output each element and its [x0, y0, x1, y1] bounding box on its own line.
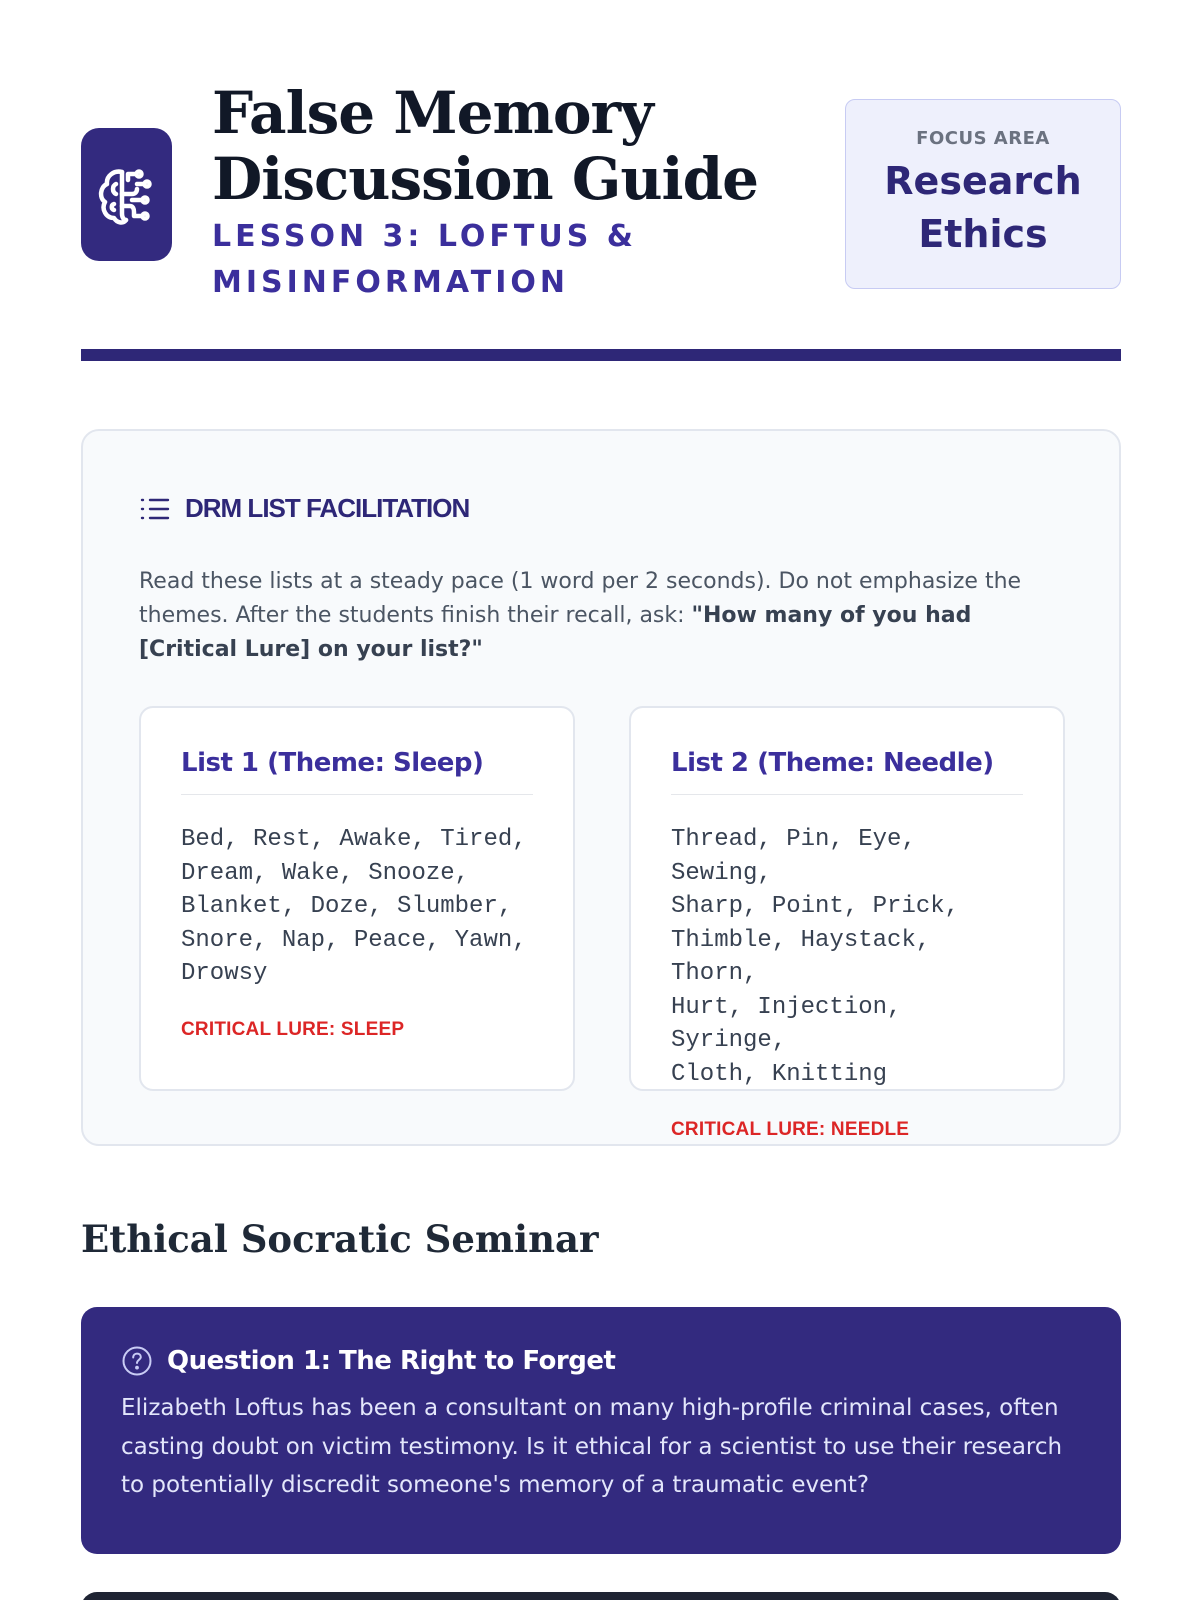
list-icon: [139, 495, 171, 523]
brain-icon: [81, 128, 172, 261]
next-question-card: [81, 1592, 1121, 1600]
drm-instructions: [139, 565, 1059, 667]
seminar-heading: Ethical Socratic Seminar: [81, 1217, 599, 1261]
page-title: False Memory Discussion Guide: [212, 79, 759, 213]
header-divider: [81, 349, 1121, 361]
drm-panel-title: DRM LIST FACILITATION: [185, 493, 470, 523]
focus-area-badge: [845, 99, 1121, 289]
list-card-needle: [629, 706, 1065, 1140]
question-card: [81, 1307, 1121, 1554]
question-title: Question 1: The Right to Forget: [167, 1346, 616, 1376]
focus-area-value: Research Ethics: [884, 159, 1082, 256]
drm-instructions-question: "How many of you had [Critical Lure] on your list?": [139, 603, 972, 662]
list-title: List 1 (Theme: Sleep): [181, 748, 533, 795]
focus-area-label: FOCUS AREA: [916, 128, 1050, 149]
header: [81, 80, 1121, 310]
drm-instructions-text: Read these lists at a steady pace (1 word per 2 seconds). Do not emphasize the themes. After the students finish their recall, ask:: [139, 569, 1022, 628]
question-circle-icon: [121, 1345, 153, 1377]
question-body: Elizabeth Loftus has been a consultant on many high-profile criminal cases, often casting doubt on victim testimony. Is it ethical for a scientist to use their research to potentially discredit someone's memory of a traumatic event?: [121, 1395, 1063, 1498]
list-words: Bed, Rest, Awake, Tired, Dream, Wake, Snooze, Blanket, Doze, Slumber, Snore, Nap, Peace, Yawn, Drowsy: [181, 826, 527, 987]
list-card-sleep: [139, 706, 575, 1091]
list-words: Thread, Pin, Eye, Sewing, Sharp, Point, Prick, Thimble, Haystack, Thorn, Hurt, Injection, Syringe, Cloth, Knitting: [671, 826, 960, 1088]
drm-facilitation-panel: [81, 429, 1121, 1146]
list-title: List 2 (Theme: Needle): [671, 748, 1023, 795]
lesson-subtitle: LESSON 3: LOFTUS & MISINFORMATION: [212, 219, 637, 300]
drm-panel-header: [139, 493, 469, 524]
question-header: [121, 1345, 1081, 1377]
critical-lure-label: CRITICAL LURE: SLEEP: [181, 1018, 405, 1040]
critical-lure-label: CRITICAL LURE: NEEDLE: [671, 1119, 910, 1140]
